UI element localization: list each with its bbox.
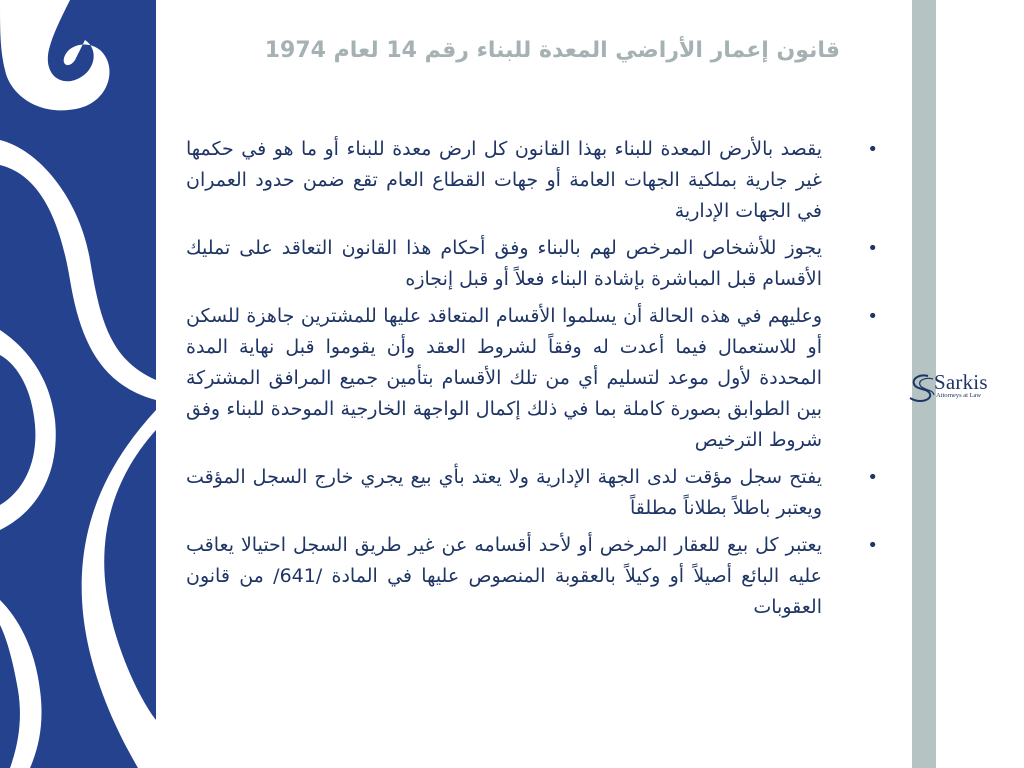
bullet-text: يقصد بالأرض المعدة للبناء بهذا القانون كل ارض معدة للبناء أو ما هو في حكمها غير جارية بملكية الجهات العامة أو جهات القطاع العام تقع ضمن حدود العمران في الجهات الإدارية — [186, 138, 822, 222]
decorative-side-panel — [0, 0, 156, 768]
bullet-text: يعتبر كل بيع للعقار المرخص أو لأحد أقسامه عن غير طريق السجل احتيالا يعاقب عليه البائع أصيلاً أو وكيلاً بالعقوبة المنصوص عليها في المادة /641/ من قانون العقوبات — [186, 534, 822, 618]
list-item — [186, 233, 886, 295]
bullet-text: وعليهم في هذه الحالة أن يسلموا الأقسام المتعاقد عليها للمشترين جاهزة للسكن أو للاستعمال فيما أعدت له وفقاً لشروط العقد وأن يقوموا قبل نهاية المدة المحددة لأول موعد لتسليم أي من تلك الأقسام بتأمين جميع المرافق المشتركة بين الطوابق بصورة كاملة بما في ذلك إكمال الواجهة الخارجية الموحدة للبناء وفق شروط الترخيص — [186, 305, 822, 451]
bullet-list — [186, 134, 886, 629]
bullet-marker: • — [867, 306, 878, 327]
logo-tagline: Attorneys at Law — [936, 392, 982, 399]
bullet-marker: • — [867, 535, 878, 556]
bullet-marker: • — [867, 467, 878, 488]
bullet-text: يجوز للأشخاص المرخص لهم بالبناء وفق أحكام هذا القانون التعاقد على تمليك الأقسام قبل المباشرة بإشادة البناء فعلاً أو قبل إنجازه — [186, 237, 822, 290]
logo-emblem-icon — [906, 372, 936, 404]
sarkis-logo — [906, 370, 1006, 410]
bullet-text: يفتح سجل مؤقت لدى الجهة الإدارية ولا يعتد بأي بيع يجري خارج السجل المؤقت ويعتبر باطلاً بطلاناً مطلقاً — [186, 466, 822, 519]
bullet-marker: • — [867, 238, 878, 259]
list-item — [186, 530, 886, 623]
list-item — [186, 301, 886, 456]
bullet-marker: • — [867, 139, 878, 160]
list-item — [186, 462, 886, 524]
list-item — [186, 134, 886, 227]
slide-title: قانون إعمار الأراضي المعدة للبناء رقم 14 لعام 1974 — [264, 38, 840, 63]
logo-wordmark: Sarkis — [934, 370, 988, 394]
swirl-ornament — [0, 0, 156, 768]
